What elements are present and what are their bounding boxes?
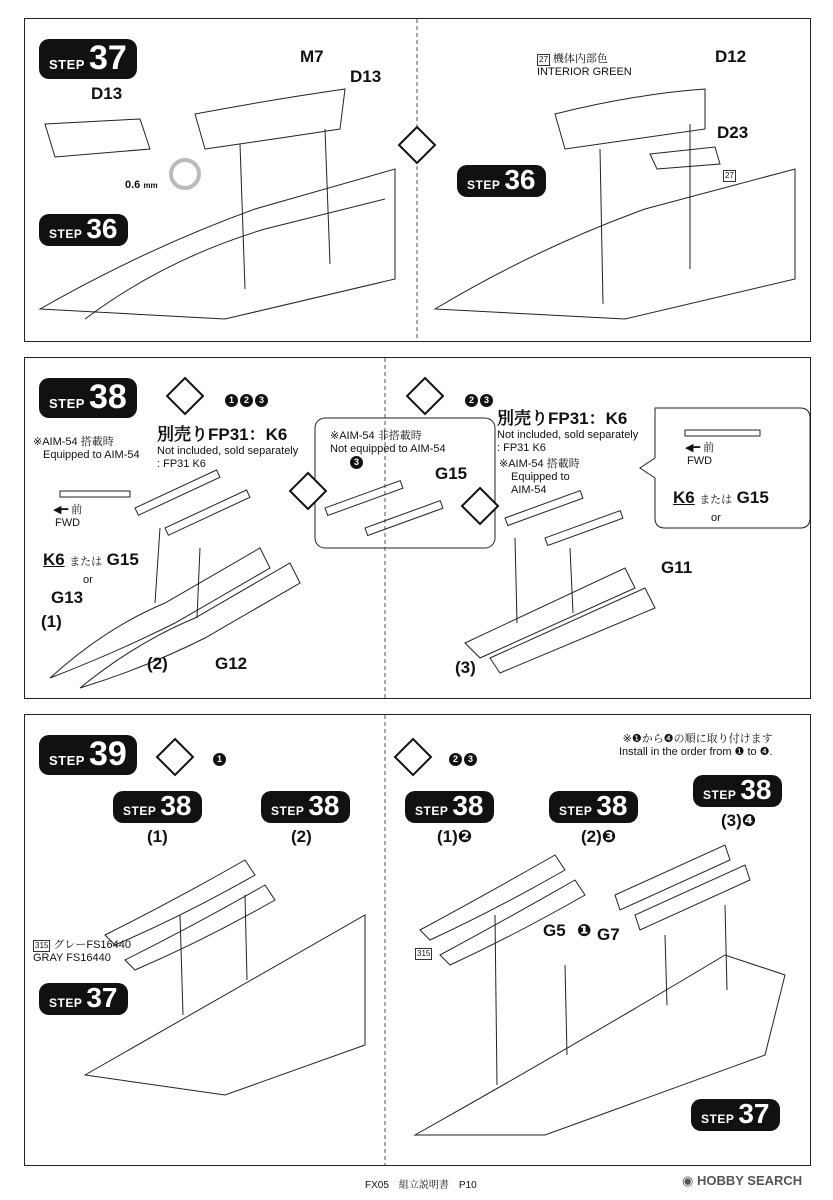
panel-step-39	[24, 714, 811, 1166]
left-sequence-39: 1	[213, 749, 228, 767]
paint-jp: 機体内部色	[552, 53, 608, 65]
fwd-arrow-icon-right: ◀━	[685, 442, 701, 454]
install-order-note: ※❶から❹の順に取り付けます Install in the order from ❶ to ❹.	[619, 733, 773, 758]
sub-2: (2)	[291, 827, 312, 846]
step-37-badge: STEP 37	[39, 39, 137, 79]
step-38-badge-r3: STEP 38	[693, 775, 782, 807]
paint-gray-fs16440: 315 グレーFS16440 GRAY FS16440	[33, 939, 132, 964]
sub-r1: (1)❷	[437, 827, 473, 846]
k6-or-g15-right: K6 または G15 or	[673, 488, 769, 524]
part-g7: G7	[597, 925, 620, 944]
label-2: (2)	[147, 654, 168, 673]
fwd-indicator-left: ◀━ 前 FWD	[53, 504, 83, 529]
step-37-badge-left: STEP 37	[39, 983, 128, 1015]
part-d12: D12	[715, 47, 747, 66]
step-38-badge-1: STEP 38	[113, 791, 202, 823]
part-m7: M7	[300, 47, 324, 66]
brand-logo-icon: ◉	[682, 1173, 694, 1188]
paint-315-right: 315	[417, 949, 431, 958]
fp31-note-left: 別売りFP31：K6 Not included, sold separately : FP31 K6	[157, 425, 299, 470]
right-sequence: 2 3	[465, 390, 495, 408]
part-d23: D23	[717, 123, 749, 142]
part-g15-center: G15	[435, 464, 468, 483]
part-g11: G11	[661, 558, 693, 577]
paint-en: INTERIOR GREEN	[537, 66, 632, 78]
paint-interior-green	[537, 53, 632, 79]
fp31-note-right: 別売りFP31：K6 Not included, sold separately : FP31 K6	[497, 409, 639, 454]
brand-logo: ◉ HOBBY SEARCH	[682, 1173, 803, 1188]
right-sequence-39: 2 3	[449, 749, 479, 767]
label-1: (1)	[41, 612, 62, 631]
aim54-not-equipped-note: ※AIM-54 非搭載時 Not equipped to AIM-54 3	[330, 430, 446, 467]
fwd-arrow-icon: ◀━	[53, 504, 69, 516]
step-39-badge: STEP 39	[39, 735, 137, 775]
label-3: (3)	[455, 658, 476, 677]
paint-code-d23: 27	[725, 171, 734, 180]
part-g12: G12	[215, 654, 248, 673]
drill-size	[125, 179, 158, 192]
part-d13-detail: D13	[91, 84, 123, 103]
drill-size-value: 0.6	[125, 179, 141, 191]
step-38-badge-r2: STEP 38	[549, 791, 638, 823]
part-g5: G5	[543, 921, 566, 940]
panel-step-37	[24, 18, 811, 342]
step-37-badge-right: STEP 37	[691, 1099, 780, 1131]
step-38-badge-r1: STEP 38	[405, 791, 494, 823]
page-footer: FX05 組立説明書 P10	[365, 1180, 477, 1191]
step-36-badge-right: STEP 36	[457, 165, 546, 197]
panel-step-38	[24, 357, 811, 699]
k6-or-g15-left: K6 または G15 or	[43, 550, 139, 586]
paint-code: 27	[539, 55, 548, 64]
aim54-equipped-note: ※AIM-54 搭載時 Equipped to AIM-54	[33, 436, 140, 461]
part-d13: D13	[350, 67, 382, 86]
step-36-badge-left: STEP 36	[39, 214, 128, 246]
sub-r3: (3)❹	[721, 811, 757, 830]
sub-r2: (2)❸	[581, 827, 617, 846]
fwd-indicator-right: ◀━ 前 FWD	[685, 442, 715, 467]
left-sequence: 1 2 3	[225, 390, 270, 408]
sub-1: (1)	[147, 827, 168, 846]
step-38-badge-2: STEP 38	[261, 791, 350, 823]
panel2-line-art	[25, 358, 810, 698]
drill-size-unit: mm	[143, 181, 158, 190]
part-g13: G13	[51, 588, 84, 607]
step-38-badge: STEP 38	[39, 378, 137, 418]
aim54-equipped-note-right: ※AIM-54 搭載時 Equipped to AIM-54	[499, 458, 580, 496]
seq-1-marker: ❶	[577, 921, 592, 940]
